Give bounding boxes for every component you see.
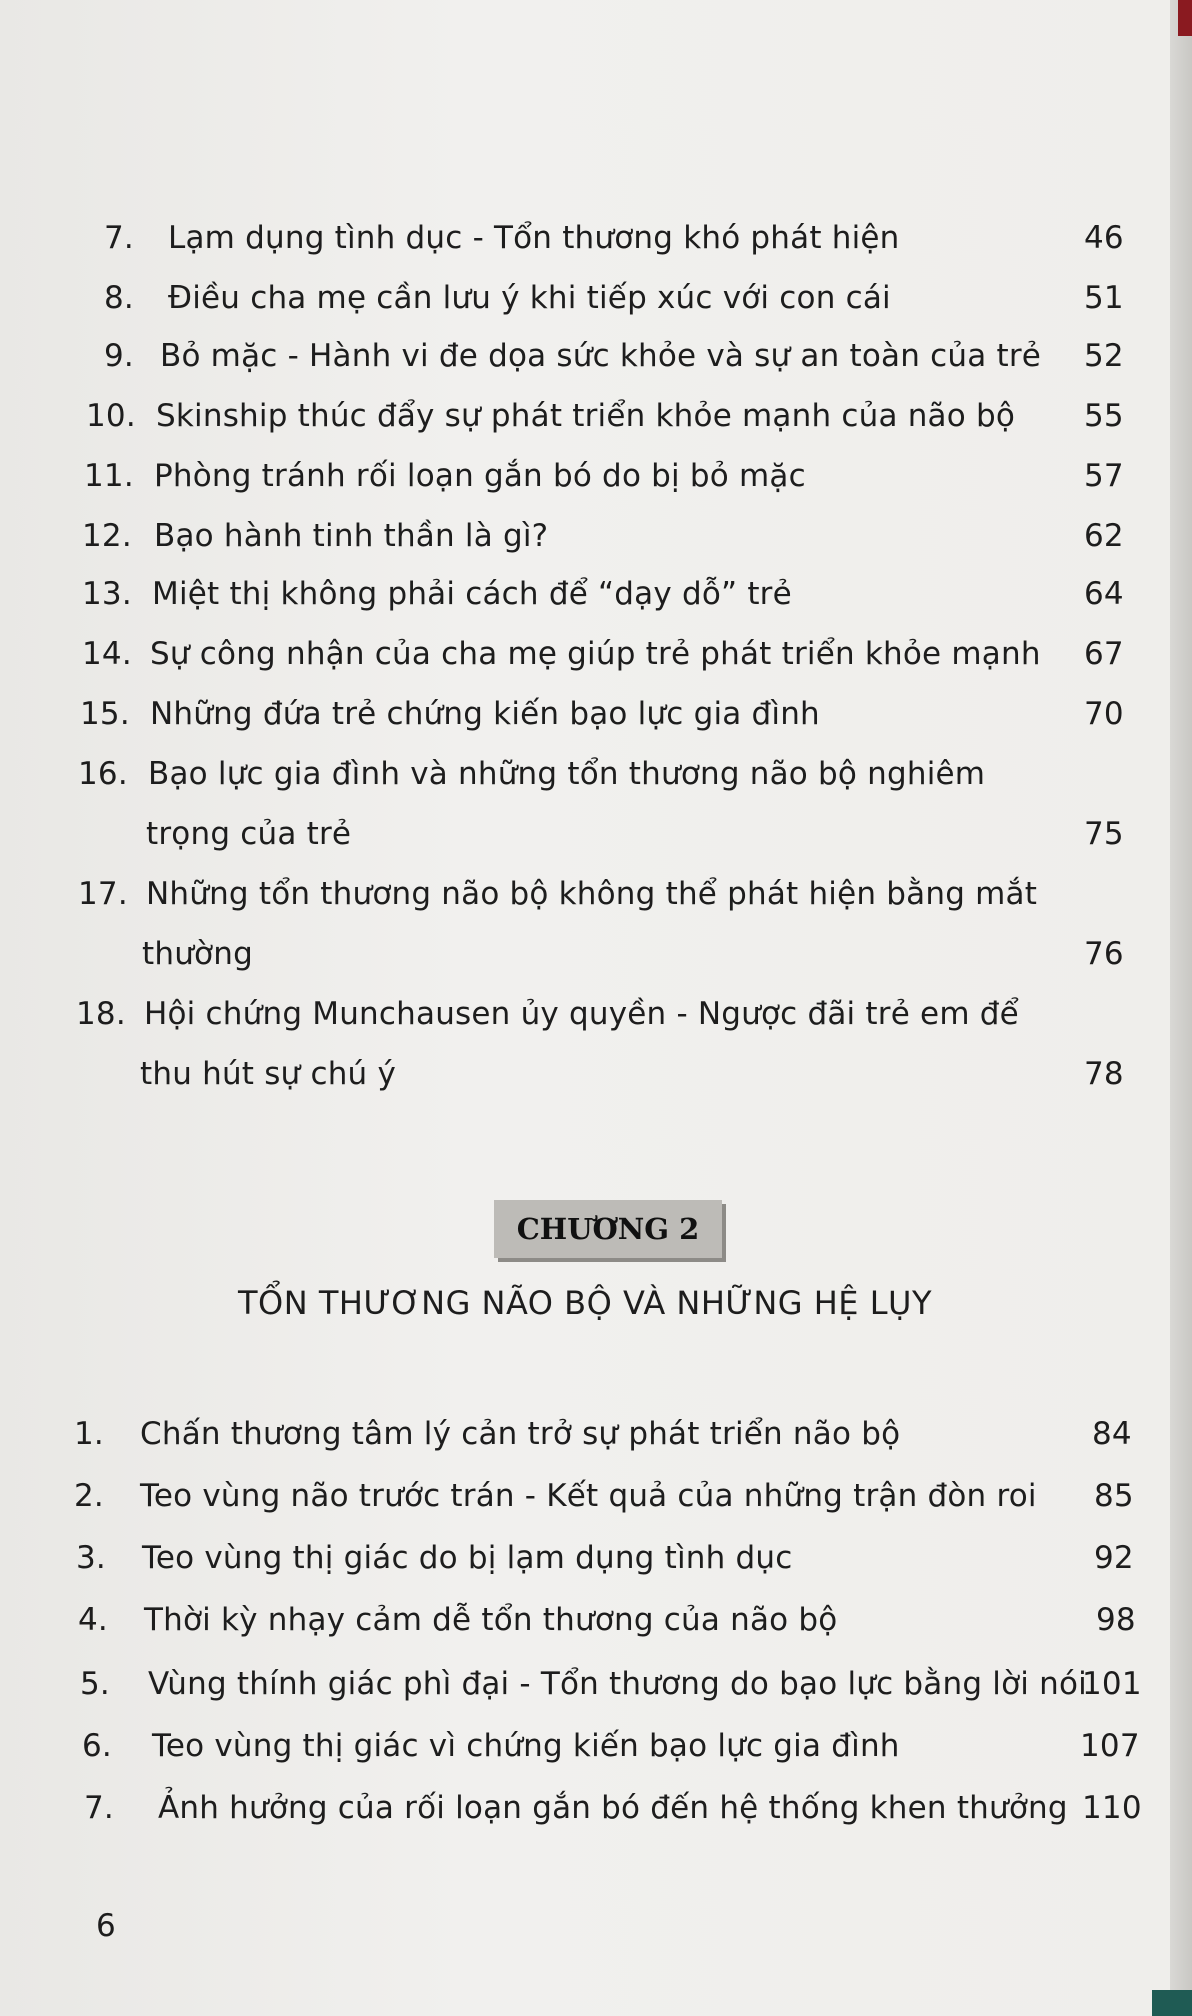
- entry-title: Skinship thúc đẩy sự phát triển khỏe mạnh của não bộ: [156, 398, 1016, 434]
- entry-page: 78: [1084, 1056, 1124, 1092]
- entry-page: 57: [1084, 458, 1124, 494]
- entry-page: 51: [1084, 280, 1124, 316]
- entry-page: 76: [1084, 936, 1124, 972]
- entry-title: Ảnh hưởng của rối loạn gắn bó đến hệ thống khen thưởng: [158, 1790, 1068, 1826]
- entry-page: 67: [1084, 636, 1124, 672]
- entry-title-continued: trọng của trẻ: [146, 816, 352, 852]
- entry-number: 15.: [80, 696, 130, 732]
- cover-edge-green: [1152, 1990, 1192, 2016]
- entry-page: 55: [1084, 398, 1124, 434]
- entry-number: 16.: [78, 756, 128, 792]
- entry-title: Hội chứng Munchausen ủy quyền - Ngược đãi trẻ em để: [144, 996, 1019, 1032]
- entry-title: Bạo lực gia đình và những tổn thương não bộ nghiêm: [148, 756, 986, 792]
- entry-title: Những tổn thương não bộ không thể phát hiện bằng mắt: [146, 876, 1038, 912]
- cover-edge-red: [1178, 0, 1192, 36]
- chapter-label-box: [494, 1200, 722, 1258]
- entry-number: 12.: [82, 518, 132, 554]
- entry-title: Lạm dụng tình dục - Tổn thương khó phát hiện: [168, 220, 900, 256]
- entry-title: Những đứa trẻ chứng kiến bạo lực gia đình: [150, 696, 820, 732]
- entry-number: 4.: [78, 1602, 108, 1638]
- entry-number: 3.: [76, 1540, 106, 1576]
- entry-number: 18.: [76, 996, 126, 1032]
- entry-number: 8.: [104, 280, 134, 316]
- entry-page: 107: [1080, 1728, 1140, 1764]
- entry-page: 52: [1084, 338, 1124, 374]
- entry-number: 2.: [74, 1478, 104, 1514]
- entry-number: 14.: [82, 636, 132, 672]
- entry-number: 9.: [104, 338, 134, 374]
- entry-number: 6.: [82, 1728, 112, 1764]
- entry-number: 1.: [74, 1416, 104, 1452]
- entry-page: 85: [1094, 1478, 1134, 1514]
- entry-number: 5.: [80, 1666, 110, 1702]
- entry-page: 70: [1084, 696, 1124, 732]
- entry-number: 17.: [78, 876, 128, 912]
- entry-page: 46: [1084, 220, 1124, 256]
- entry-page: 84: [1092, 1416, 1132, 1452]
- entry-page: 98: [1096, 1602, 1136, 1638]
- entry-title-continued: thường: [142, 936, 253, 972]
- page-number: 6: [96, 1908, 116, 1944]
- entry-page: 92: [1094, 1540, 1134, 1576]
- entry-title: Bạo hành tinh thần là gì?: [154, 518, 549, 554]
- page-edge: [1170, 0, 1192, 2016]
- entry-title: Teo vùng thị giác vì chứng kiến bạo lực gia đình: [152, 1728, 900, 1764]
- chapter-title: TỔN THƯƠNG NÃO BỘ VÀ NHỮNG HỆ LỤY: [238, 1284, 932, 1322]
- chapter-label: CHƯƠNG 2: [516, 1212, 700, 1246]
- entry-number: 7.: [84, 1790, 114, 1826]
- entry-title: Teo vùng thị giác do bị lạm dụng tình dục: [142, 1540, 793, 1576]
- entry-number: 11.: [84, 458, 134, 494]
- entry-number: 13.: [82, 576, 132, 612]
- entry-title: Điều cha mẹ cần lưu ý khi tiếp xúc với con cái: [168, 280, 891, 316]
- entry-title: Vùng thính giác phì đại - Tổn thương do bạo lực bằng lời nói: [148, 1666, 1087, 1702]
- entry-title: Bỏ mặc - Hành vi đe dọa sức khỏe và sự an toàn của trẻ: [160, 338, 1042, 374]
- entry-page: 110: [1082, 1790, 1142, 1826]
- entry-page: 64: [1084, 576, 1124, 612]
- entry-page: 101: [1082, 1666, 1142, 1702]
- entry-title: Teo vùng não trước trán - Kết quả của những trận đòn roi: [140, 1478, 1037, 1514]
- entry-title: Sự công nhận của cha mẹ giúp trẻ phát triển khỏe mạnh: [150, 636, 1041, 672]
- entry-title: Thời kỳ nhạy cảm dễ tổn thương của não bộ: [144, 1602, 838, 1638]
- entry-title: Miệt thị không phải cách để “dạy dỗ” trẻ: [152, 576, 792, 612]
- entry-title-continued: thu hút sự chú ý: [140, 1056, 396, 1092]
- entry-title: Phòng tránh rối loạn gắn bó do bị bỏ mặc: [154, 458, 806, 494]
- entry-number: 10.: [86, 398, 136, 434]
- entry-page: 75: [1084, 816, 1124, 852]
- entry-number: 7.: [104, 220, 134, 256]
- entry-title: Chấn thương tâm lý cản trở sự phát triển não bộ: [140, 1416, 901, 1452]
- entry-page: 62: [1084, 518, 1124, 554]
